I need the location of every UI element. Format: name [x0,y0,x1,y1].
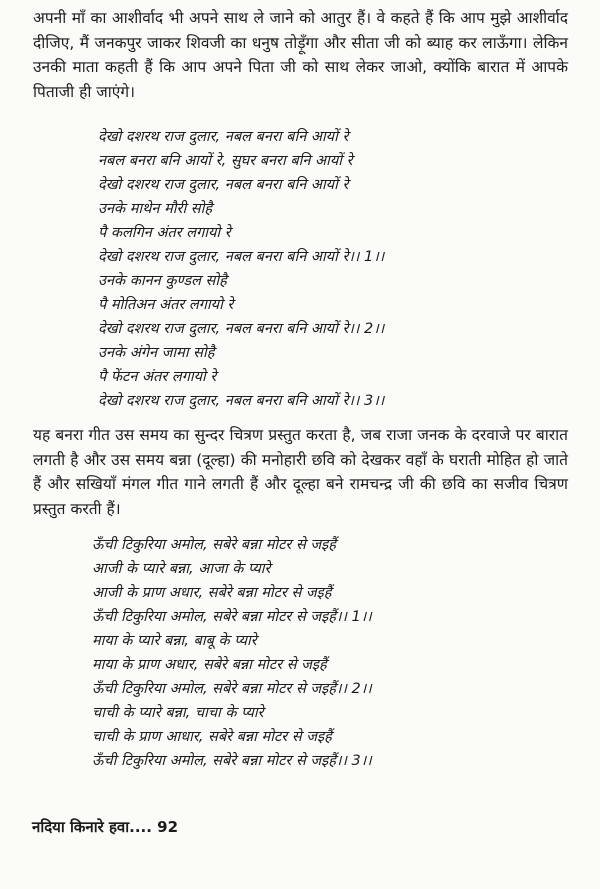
verse-line: ऊँची टिकुरिया अमोल, सबेरे बन्ना मोटर से जइहैं।। 1।। [92,609,372,625]
verse-line: देखो दशरथ राज दुलार, नबल बनरा बनि आयों रे [98,129,349,145]
verse-line: चाची के प्राण आधार, सबेरे बन्ना मोटर से जइहैं [92,729,332,745]
verse-line: आजी के प्यारे बन्ना, आजा के प्यारे [92,561,271,577]
verse-line: देखो दशरथ राज दुलार, नबल बनरा बनि आयों रे।। 1।। [98,249,385,265]
verse-line: उनके माथेन मौरी सोहै [98,201,213,217]
verse-line: ऊँची टिकुरिया अमोल, सबेरे बन्ना मोटर से जइहैं।। 3।। [92,753,372,769]
verse-line: आजी के प्राण अधार, सबेरे बन्ना मोटर से जइहैं [92,585,332,601]
verse-line: चाची के प्यारे बन्ना, चाचा के प्यारे [92,705,264,721]
description-paragraph: यह बनरा गीत उस समय का सुन्दर चित्रण प्रस्तुत करता है, जब राजा जनक के दरवाजे पर बारात लगती है और उस समय बन्ना (दूल्हा) की मनोहारी छवि को देखकर वहाँ के घराती मोहित हो जाते हैं और सखियाँ मंगल गीत गाने लगती हैं और दूल्हा बने रामचन्द्र जी की छवि का सजीव चित्रण प्रस्तुत करती हैं। [33,426,568,518]
verse-line: माया के प्यारे बन्ना, बाबू के प्यारे [92,633,257,649]
verse-line: उनके अंगेन जामा सोहै [98,345,215,361]
verse-line: देखो दशरथ राज दुलार, नबल बनरा बनि आयों रे।। 2।। [98,321,385,337]
verse-line: देखो दशरथ राज दुलार, नबल बनरा बनि आयों रे।। 3।। [98,393,385,409]
verse-line: माया के प्राण अधार, सबेरे बन्ना मोटर से जइहैं [92,657,327,673]
verse-line: देखो दशरथ राज दुलार, नबल बनरा बनि आयों रे [98,177,349,193]
verse-line: पै मोतिअन अंतर लगायो रे [98,297,234,313]
verse-line: पै फेंटन अंतर लगायो रे [98,369,217,385]
page-footer: नदिया किनारे हवा.... 92 [32,818,179,836]
verse-line: ऊँची टिकुरिया अमोल, सबेरे बन्ना मोटर से जइहैं [92,537,336,553]
verse-line: ऊँची टिकुरिया अमोल, सबेरे बन्ना मोटर से जइहैं।। 2।। [92,681,372,697]
intro-paragraph: अपनी माँ का आशीर्वाद भी अपने साथ ले जाने को आतुर हैं। वे कहते हैं कि आप मुझे आशीर्वाद दीजिए, मैं जनकपुर जाकर शिवजी का धनुष तोड़ूँगा और सीता जी को ब्याह कर लाऊँगा। लेकिन उनकी माता कहती हैं कि आप अपने पिता जी को साथ लेकर जाओ, क्योंकि बारात में आपके पिताजी ही जाएंगे। [33,9,568,101]
verse-line: पै कलगिन अंतर लगायो रे [98,225,231,241]
verse-line: नबल बनरा बनि आयों रे, सुघर बनरा बनि आयों रे [98,153,353,169]
verse-line: उनके कानन कुण्डल सोहै [98,273,227,289]
